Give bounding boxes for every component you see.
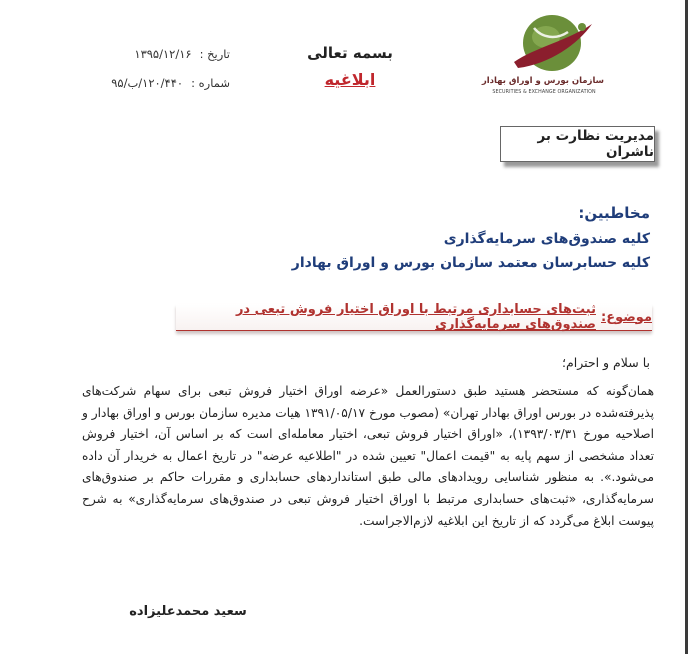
addressee-line: کلیه حسابرسان معتمد سازمان بورس و اوراق بهادار [291,255,650,271]
number-label: شماره : [191,76,230,90]
greeting: با سلام و احترام؛ [562,355,650,370]
addressee-line: کلیه صندوق‌های سرمایه‌گذاری [443,231,650,247]
logo-org-name-en: SECURITIES & EXCHANGE ORGANIZATION [492,90,596,95]
date-row [10,47,230,61]
date-value: ۱۳۹۵/۱۲/۱۶ [134,47,192,61]
number-row [10,76,230,90]
globe-logo-icon [494,10,604,100]
number-value: ۱۲۰/۴۴۰/ب/۹۵ [111,76,184,90]
signature-name: سعید محمدعلیزاده [129,604,247,619]
department-box: مدیریت نظارت بر ناشران [500,126,655,162]
logo-org-name-fa: سازمان بورس و اوراق بهادار [481,76,604,86]
bismillah-heading: بسمه تعالی [307,44,393,62]
addressees-block [230,204,650,279]
body-paragraph: همان‌گونه که مستحضر هستید طبق دستورالعمل «عرضه اوراق اختیار فروش تبعی برای سهام شرکت‌های پذیرفته‌شده در بورس اوراق بهادار تهران» (مصوب مورخ ۱۳۹۱/۰۵/۱۷ هیات مدیره سازمان بورس و اوراق بهادار و اصلاحیه مورخ ۱۳۹۳/۰۳/۳۱)، «اوراق اختیار فروش تبعی، اختیار معامله‌ای است که بر اساس آن، اختیار فروش تعداد مشخصی از سهم پایه به "قیمت اعمال" تعیین شده در "اطلاعیه عرضه" در تاریخ اعمال به خریدار آن داده می‌شود.». به منظور شناسایی رویدادهای مالی طبق استانداردهای حسابداری و مقررات حاکم بر صندوق‌های سرمایه‌گذاری، «ثبت‌های حسابداری مرتبط با اوراق اختیار فروش تبعی در صندوق‌های سرمایه‌گذاری» به شرح پیوست ابلاغ می‌گردد که از تاریخ این ابلاغیه لازم‌الاجراست. [82,384,655,528]
subject-text: ثبت‌های حسابداری مرتبط با اوراق اختیار فروش تبعی در صندوق‌های سرمایه‌گذاری [235,302,596,332]
notice-label: ابلاغیه [324,70,376,89]
subject-bar [176,304,652,331]
subject-label: موضوع: [601,309,652,325]
date-label: تاریخ : [199,47,230,61]
addressees-title: مخاطبین: [578,204,650,222]
